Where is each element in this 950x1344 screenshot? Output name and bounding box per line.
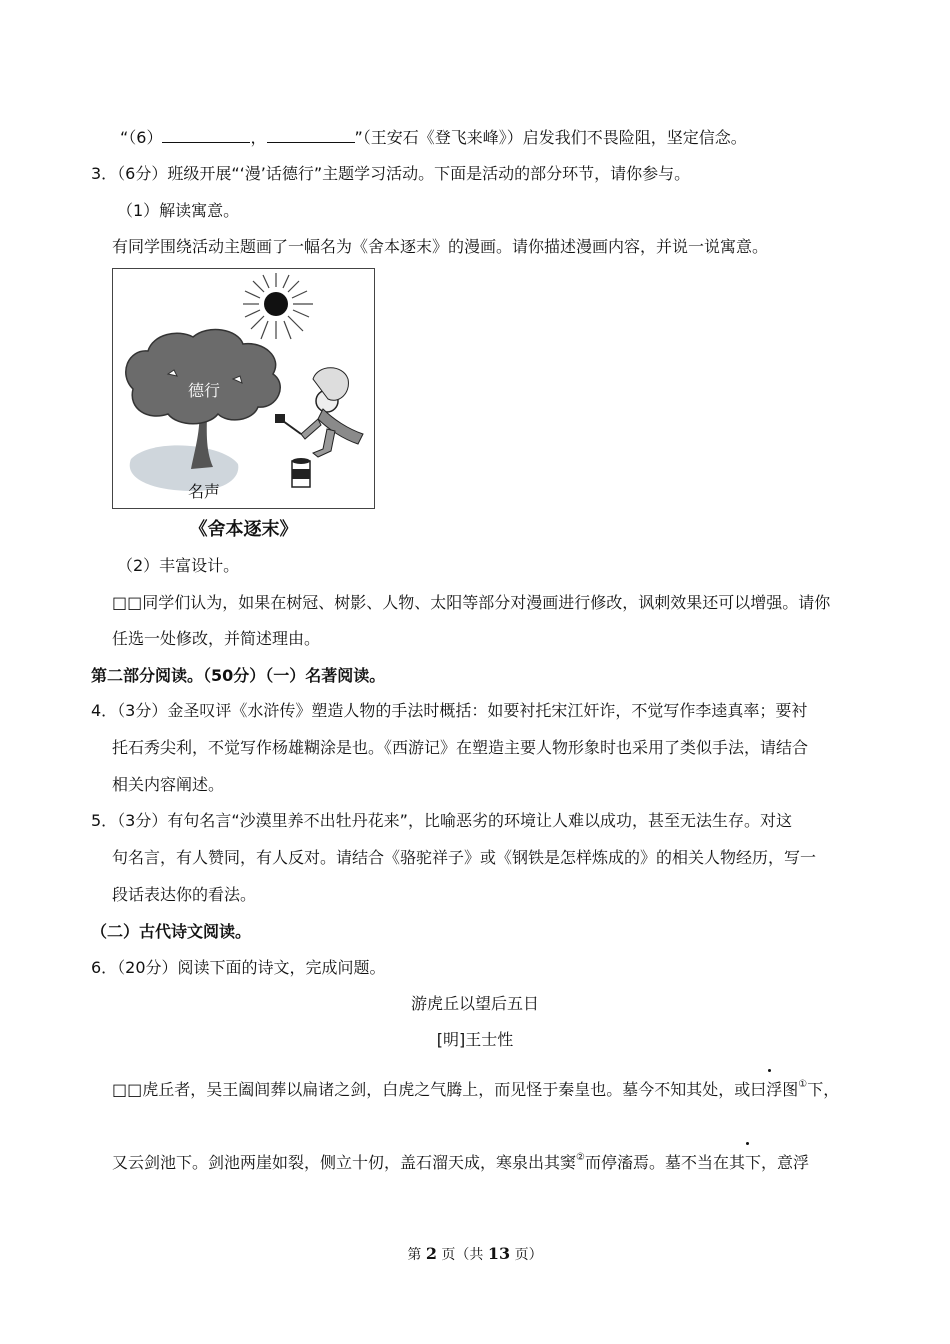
question-3-part-2: （2）丰富设计。 bbox=[117, 556, 240, 575]
current-page-number: 2 bbox=[425, 1244, 437, 1263]
page-footer: 第 2 页（共 13 页） bbox=[407, 1244, 543, 1263]
question-5: 5．（3分）有句名言“沙漠里养不出牡丹花来”，比喻恶劣的环境让人难以成功，甚至无法生存。对这 bbox=[91, 811, 792, 830]
question-4: 4．（3分）金圣叹评《水浒传》塑造人物的手法时概括：如要衬托宋江奸诈，不觉写作李逵真率；要衬 bbox=[91, 701, 808, 720]
total-page-count: 13 bbox=[487, 1244, 511, 1263]
poem-author: [明]王士性 bbox=[436, 1030, 514, 1049]
tree-shadow bbox=[130, 445, 239, 491]
question-3-part-2-text-cont: 任选一处修改，并简述理由。 bbox=[112, 629, 321, 648]
question-3-part-1: （1）解读寓意。 bbox=[117, 201, 240, 220]
question-5-cont-2: 段话表达你的看法。 bbox=[112, 885, 257, 904]
section-heading-ancient-poetry: （二）古代诗文阅读。 bbox=[91, 922, 252, 941]
question-5-cont-1: 句名言，有人赞同，有人反对。请结合《骆驼祥子》或《钢铁是怎样炼成的》的相关人物经历，写一 bbox=[112, 848, 817, 867]
question-3: 3．（6分）班级开展“‘漫’话德行”主题学习活动。下面是活动的部分环节，请你参与。 bbox=[91, 164, 691, 183]
poem-title: 游虎丘以望后五日 bbox=[410, 994, 539, 1013]
section-heading-part-2: 第二部分阅读。（50分）（一）名著阅读。 bbox=[91, 666, 386, 685]
question-4-cont-2: 相关内容阐述。 bbox=[112, 775, 225, 794]
question-3-part-2-text: □□同学们认为，如果在树冠、树影、人物、太阳等部分对漫画进行修改，讽刺效果还可以增强。请你 bbox=[112, 593, 831, 612]
question-6: 6．（20分）阅读下面的诗文，完成问题。 bbox=[91, 958, 386, 977]
passage-line-1: □□虎丘者，吴王阖闾葬以扁诸之剑，白虎之气腾上，而见怪于秦皇也。墓今不知其处，或曰浮图①下， bbox=[112, 1078, 840, 1099]
paint-bucket-icon bbox=[292, 458, 310, 487]
answer-blank-2[interactable] bbox=[267, 128, 355, 143]
cartoon-caption: 《舍本逐末》 bbox=[189, 519, 298, 540]
passage-line-2: 又云剑池下。剑池两崖如裂，侧立十仞，盖石溜天成，寒泉出其窦②而停滀焉。墓不当在其下，意浮 bbox=[112, 1151, 809, 1172]
shadow-label: 名声 bbox=[188, 482, 221, 501]
emphasis-dot bbox=[768, 1069, 771, 1072]
cartoon-image bbox=[112, 268, 375, 509]
question-3-part-1-text: 有同学围绕活动主题画了一幅名为《舍本逐末》的漫画。请你描述漫画内容，并说一说寓意。 bbox=[112, 237, 769, 256]
answer-blank-1[interactable] bbox=[162, 128, 250, 143]
crown-label: 德行 bbox=[188, 381, 221, 400]
sun-icon bbox=[243, 273, 313, 339]
fill-blank-line: “（6） ， ”（王安石《登飞来峰》）启发我们不畏险阻，坚定信念。 bbox=[120, 128, 747, 147]
emphasis-dot bbox=[746, 1142, 749, 1145]
person-figure bbox=[275, 368, 363, 457]
tree-crown bbox=[126, 330, 280, 424]
question-4-cont-1: 托石秀尖利，不觉写作杨雄糊涂是也。《西游记》在塑造主要人物形象时也采用了类似手法，请结合 bbox=[112, 738, 809, 757]
cartoon-drawing bbox=[113, 269, 374, 508]
